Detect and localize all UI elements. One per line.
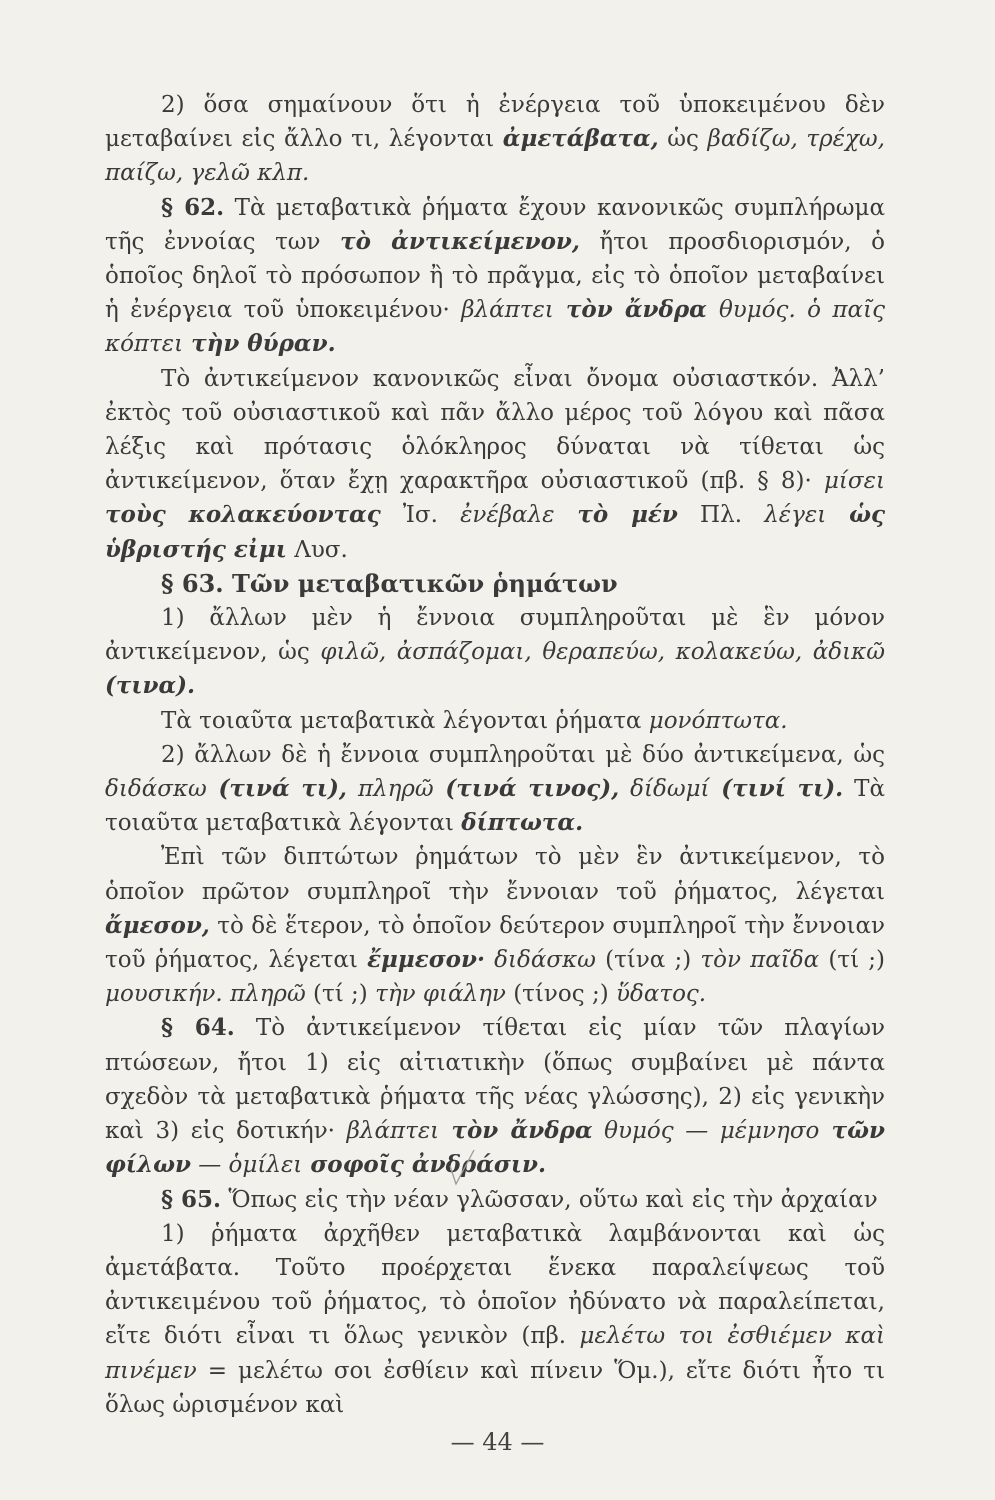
paragraph-11 (105, 1217, 885, 1422)
example-italic: διδάσκω (484, 947, 596, 974)
section-number: § 63. (161, 568, 224, 598)
text: ὡς (658, 126, 708, 153)
term-bold: (τινά τι), (206, 775, 347, 803)
example-italic: μελέτω τοι ἐσθιέμεν καὶ πινέμεν (105, 1323, 885, 1384)
paragraph-7 (105, 738, 885, 841)
section-number: § 65. (161, 1185, 222, 1213)
text: (τί ;) (305, 981, 376, 1008)
example-italic: πληρῶ (346, 776, 434, 803)
example-italic: τὴν φιάλην (375, 981, 506, 1008)
section-62 (105, 191, 885, 362)
text: Πλ. (677, 502, 765, 529)
term-bold: ἔμμεσον· (367, 946, 485, 974)
example-italic: μουσικήν. πληρῶ (105, 981, 306, 1008)
example-italic: φιλῶ, ἀσπάζομαι, θεραπεύω, κολακεύω, ἀδικῶ (320, 639, 885, 666)
text: 1) ῥήματα ἀρχῆθεν μεταβατικὰ λαμβάνονται καὶ ὡς ἀμετάβατα. Τοῦτο προέρχεται ἕνεκα παραλείψεως τοῦ ἀντικειμένου τοῦ ῥήματος, τὸ ὁποῖον ἠδύνατο νὰ παραλείπεται, εἴτε διότι εἶναι τι ὅλως γενικὸν (πβ. (105, 1220, 885, 1350)
text: Ὅπως εἰς τὴν νέαν γλῶσσαν, οὕτω καὶ εἰς τὴν ἀρχαίαν (221, 1186, 878, 1213)
term-bold: τὸ μέν (554, 501, 678, 529)
paragraph-3 (105, 362, 885, 567)
section-number: § 62. (161, 193, 225, 221)
example-italic: θυμός — μέμνησο (592, 1118, 820, 1145)
paragraph-1 (105, 88, 885, 191)
example-italic: δίδωμί (619, 776, 710, 803)
section-64 (105, 1011, 885, 1182)
pencil-mark (448, 1148, 476, 1188)
text: 1) ἄλλων μὲν ἡ ἔννοια συμπληροῦται μὲ ἓν μόνον ἀντικείμενον, ὡς (105, 605, 885, 666)
term-bold: δίπτωτα. (461, 809, 584, 837)
example-italic: — ὁμίλει (190, 1152, 303, 1179)
section-title: Τῶν μεταβατικῶν ῥημάτων (223, 568, 618, 598)
term-bold: τῶν φίλων (105, 1117, 885, 1179)
paragraph-6 (105, 704, 885, 738)
term-bold: τὴν θύραν. (183, 330, 336, 358)
section-63-heading (105, 567, 885, 601)
text: Τὰ τοιαῦτα μεταβατικὰ λέγονται ῥήματα (161, 707, 649, 734)
text: (τί ;) (819, 947, 885, 974)
example-italic: βλάπτει (461, 297, 554, 324)
section-65 (105, 1183, 885, 1217)
text: 2) ὅσα σημαίνουν ὅτι ἡ ἐνέργεια τοῦ ὑποκειμένου δὲν μεταβαίνει εἰς ἄλλο τι, λέγονται (105, 92, 885, 153)
paragraph-5 (105, 601, 885, 704)
example-italic: τὸν παῖδα (700, 947, 820, 974)
example-italic: διδάσκω (105, 776, 207, 803)
text: Τὸ ἀντικείμενον τίθεται εἰς μίαν τῶν πλαγίων πτώσεων, ἤτοι 1) εἰς αἰτιατικὴν (ὅπως συμβαίνει μὲ πάντα σχεδὸν τὰ μεταβατικὰ ῥήματα τῆς νέας γλώσσης), 2) εἰς γενικὴν καὶ 3) εἰς δοτικήν· (105, 1015, 885, 1145)
term-bold: τοὺς κολακεύοντας (105, 501, 381, 529)
page-number: — 44 — (450, 1428, 545, 1456)
term-bold: (τινα). (105, 672, 196, 700)
text: 2) ἄλλων δὲ ἡ ἔννοια συμπληροῦται μὲ δύο ἀντικείμενα, ὡς (161, 741, 885, 768)
text: ἤτοι προσδιορισμόν, ὁ ὁποῖος δηλοῖ τὸ πρόσωπον ἢ τὸ πρᾶγμα, εἰς τὸ ὁποῖον μεταβαίνει ἡ ἐνέργεια τοῦ ὑποκειμένου· (105, 228, 885, 324)
term-bold: τὸν ἄνδρα (439, 1117, 593, 1145)
text: τὸ δὲ ἕτερον, τὸ ὁποῖον δεύτερον συμπληροῖ τὴν ἔννοιαν τοῦ ῥήματος, λέγεται (105, 912, 885, 974)
example-italic: μίσει (823, 468, 885, 495)
text: = μελέτω σοι ἐσθίειν καὶ πίνειν Ὅμ.), εἴτε διότι ἦτο τι ὅλως ὡρισμένον καὶ (105, 1357, 885, 1418)
example-italic: ὕδατος. (615, 981, 707, 1008)
page-text (105, 88, 885, 1422)
text: (τίνα ;) (595, 947, 701, 974)
example-italic: βαδίζω, τρέχω, παίζω, γελῶ κλπ. (105, 126, 885, 187)
text: (τίνος ;) (505, 981, 616, 1008)
term-bold: ἀμετάβατα, (502, 125, 659, 153)
text: Ἐπὶ τῶν διπτώτων ῥημάτων τὸ μὲν ἓν ἀντικείμενον, τὸ ὁποῖον πρῶτον συμπληροῖ τὴν ἔννοιαν τοῦ ῥήματος, λέγεται (105, 844, 885, 905)
term-bold: ἄμεσον, (105, 911, 210, 939)
section-number: § 64. (161, 1014, 235, 1042)
paragraph-8 (105, 840, 885, 1011)
text: Τὸ ἀντικείμενον κανονικῶς εἶναι ὄνομα οὐσιαστκόν. Ἀλλ’ ἐκτὸς τοῦ οὐσιαστικοῦ καὶ πᾶν ἄλλο μέρος τοῦ λόγου καὶ πᾶσα λέξις καὶ πρότασις ὁλόκληρος δύναται νὰ τίθεται ὡς ἀντικείμενον, ὅταν ἔχῃ χαρακτῆρα οὐσιαστικοῦ (πβ. § 8)· (105, 365, 885, 495)
term-italic: μονόπτωτα. (648, 707, 788, 734)
term-bold: (τινί τι). (709, 775, 844, 803)
example-italic: ἐνέβαλε (460, 502, 555, 529)
term-bold: ὡς ὑβριστής εἰμι (105, 501, 885, 563)
term-bold: τὸ ἀντικείμενον, (340, 227, 580, 255)
text: Ἰσ. (380, 502, 461, 529)
term-bold: τὸν ἄνδρα (553, 296, 719, 324)
text: Τὰ τοιαῦτα μεταβατικὰ λέγονται (105, 776, 885, 837)
text: Λυσ. (286, 536, 348, 563)
example-italic: λέγει (764, 502, 827, 529)
term-bold: (τινά τινος), (433, 775, 620, 803)
example-italic: θυμός. ὁ παῖς κόπτει (105, 297, 885, 358)
term-bold: σοφοῖς ἀνδράσιν. (302, 1151, 546, 1179)
text: Τὰ μεταβατικὰ ῥήματα ἔχουν κανονικῶς συμπλήρωμα τῆς ἐννοίας των (105, 194, 885, 255)
example-italic: βλάπτει (346, 1118, 440, 1145)
